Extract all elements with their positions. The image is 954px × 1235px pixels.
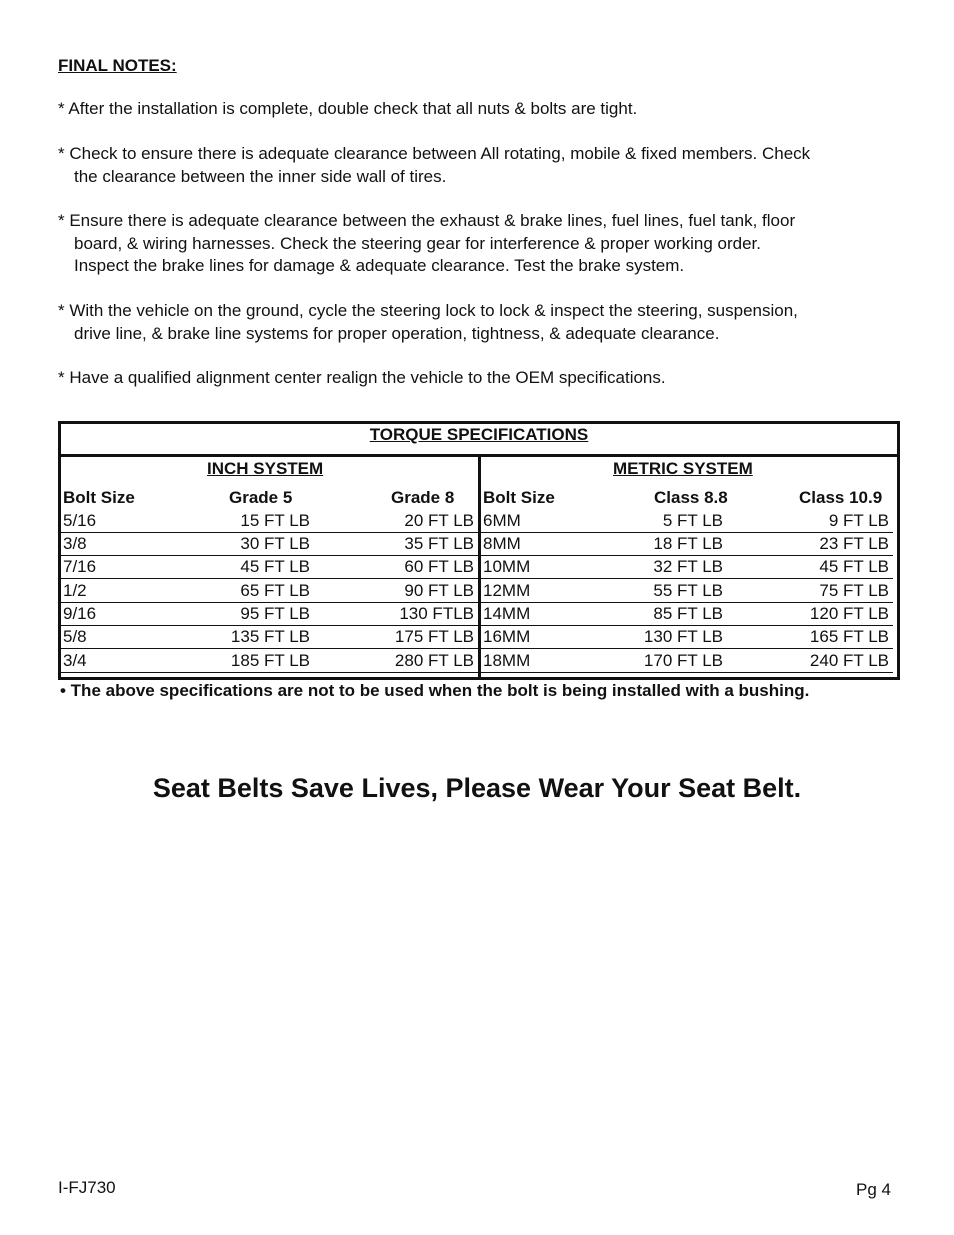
metric-header-class-8-8: Class 8.8	[654, 488, 728, 507]
metric-cell-bolt-size: 14MM	[483, 604, 531, 623]
inch-cell-bolt-size: 1/2	[63, 581, 87, 600]
metric-cell-bolt-size: 18MM	[483, 651, 531, 670]
metric-cell-bolt-size: 8MM	[483, 534, 521, 553]
metric-header-bolt-size: Bolt Size	[483, 488, 555, 507]
metric-cell-bolt-size: 10MM	[483, 557, 531, 576]
inch-cell-grade-8: 60 FT LB	[404, 557, 474, 576]
metric-table-row	[481, 603, 893, 626]
inch-table-row	[61, 603, 478, 626]
metric-cell-class-8-8: 170 FT LB	[643, 651, 723, 670]
page-number: Pg 4	[856, 1180, 891, 1199]
inch-cell-grade-8: 20 FT LB	[404, 511, 474, 530]
metric-table-row	[481, 556, 893, 579]
metric-cell-class-10-9: 23 FT LB	[819, 534, 889, 553]
inch-table-row	[61, 510, 478, 533]
inch-header-grade-5: Grade 5	[229, 488, 293, 507]
metric-cell-class-10-9: 45 FT LB	[819, 557, 889, 576]
metric-cell-class-8-8: 5 FT LB	[662, 511, 723, 530]
metric-cell-class-10-9: 9 FT LB	[828, 511, 889, 530]
torque-table-title: TORQUE SPECIFICATIONS	[369, 425, 589, 444]
metric-table-row	[481, 510, 893, 533]
inch-cell-bolt-size: 3/8	[63, 534, 87, 553]
inch-cell-grade-5: 185 FT LB	[230, 651, 310, 670]
metric-table-row	[481, 580, 893, 603]
inch-cell-bolt-size: 5/8	[63, 627, 87, 646]
inch-cell-grade-5: 135 FT LB	[230, 627, 310, 646]
note-line: * Check to ensure there is adequate clearance between All rotating, mobile & fixed members. Check	[58, 144, 811, 163]
note-line: drive line, & brake line systems for proper operation, tightness, & adequate clearance.	[74, 323, 720, 343]
metric-cell-class-8-8: 18 FT LB	[653, 534, 723, 553]
metric-cell-bolt-size: 12MM	[483, 581, 531, 600]
note-line: Inspect the brake lines for damage & adequate clearance. Test the brake system.	[74, 256, 685, 275]
note-line: * After the installation is complete, double check that all nuts & bolts are tight.	[58, 99, 638, 118]
note-2	[58, 143, 908, 188]
inch-cell-grade-5: 65 FT LB	[240, 581, 310, 600]
note-line: * Have a qualified alignment center realign the vehicle to the OEM specifications.	[58, 368, 666, 387]
metric-cell-class-10-9: 165 FT LB	[809, 627, 889, 646]
torque-table	[58, 421, 900, 680]
note-4	[58, 300, 908, 345]
metric-cell-class-8-8: 130 FT LB	[643, 627, 723, 646]
metric-cell-class-10-9: 240 FT LB	[809, 651, 889, 670]
note-line: board, & wiring harnesses. Check the steering gear for interference & proper working order.	[74, 233, 761, 253]
inch-cell-grade-8: 280 FT LB	[394, 651, 474, 670]
note-line: * Ensure there is adequate clearance between the exhaust & brake lines, fuel lines, fuel tank, floor	[58, 211, 796, 230]
note-line: the clearance between the inner side wall of tires.	[74, 166, 447, 186]
note-3	[58, 210, 908, 278]
inch-table-row	[61, 556, 478, 579]
document-id: I-FJ730	[58, 1178, 116, 1197]
inch-cell-grade-5: 95 FT LB	[240, 604, 310, 623]
inch-table-row	[61, 650, 478, 673]
metric-system-title: METRIC SYSTEM	[613, 459, 753, 478]
inch-cell-grade-5: 45 FT LB	[240, 557, 310, 576]
inch-cell-bolt-size: 5/16	[63, 511, 97, 530]
inch-cell-bolt-size: 7/16	[63, 557, 97, 576]
metric-cell-bolt-size: 16MM	[483, 627, 531, 646]
metric-table-row	[481, 626, 893, 649]
metric-cell-class-10-9: 75 FT LB	[819, 581, 889, 600]
inch-table-row	[61, 580, 478, 603]
inch-header-bolt-size: Bolt Size	[63, 488, 135, 507]
metric-cell-bolt-size: 6MM	[483, 511, 521, 530]
inch-table-row	[61, 533, 478, 556]
metric-cell-class-10-9: 120 FT LB	[809, 604, 889, 623]
metric-cell-class-8-8: 55 FT LB	[653, 581, 723, 600]
seat-belt-slogan: Seat Belts Save Lives, Please Wear Your Seat Belt.	[152, 773, 802, 803]
inch-cell-bolt-size: 3/4	[63, 651, 87, 670]
inch-cell-grade-5: 15 FT LB	[240, 511, 310, 530]
inch-cell-grade-8: 175 FT LB	[394, 627, 474, 646]
metric-cell-class-8-8: 32 FT LB	[653, 557, 723, 576]
torque-footnote: • The above specifications are not to be used when the bolt is being installed with a bushing.	[60, 681, 810, 700]
final-notes-title: FINAL NOTES:	[58, 56, 177, 75]
note-5	[58, 367, 908, 390]
metric-cell-class-8-8: 85 FT LB	[653, 604, 723, 623]
metric-header-class-10-9: Class 10.9	[799, 488, 883, 507]
inch-cell-grade-8: 130 FTLB	[399, 604, 474, 623]
inch-cell-grade-8: 35 FT LB	[404, 534, 474, 553]
torque-table-header	[61, 424, 897, 457]
inch-cell-grade-8: 90 FT LB	[404, 581, 474, 600]
note-1	[58, 98, 908, 121]
inch-table-row	[61, 626, 478, 649]
metric-table-row	[481, 533, 893, 556]
inch-cell-grade-5: 30 FT LB	[240, 534, 310, 553]
inch-cell-bolt-size: 9/16	[63, 604, 97, 623]
inch-header-grade-8: Grade 8	[391, 488, 455, 507]
metric-table-row	[481, 650, 893, 673]
inch-system-title: INCH SYSTEM	[207, 459, 324, 478]
note-line: * With the vehicle on the ground, cycle the steering lock to lock & inspect the steering, suspension,	[58, 301, 798, 320]
